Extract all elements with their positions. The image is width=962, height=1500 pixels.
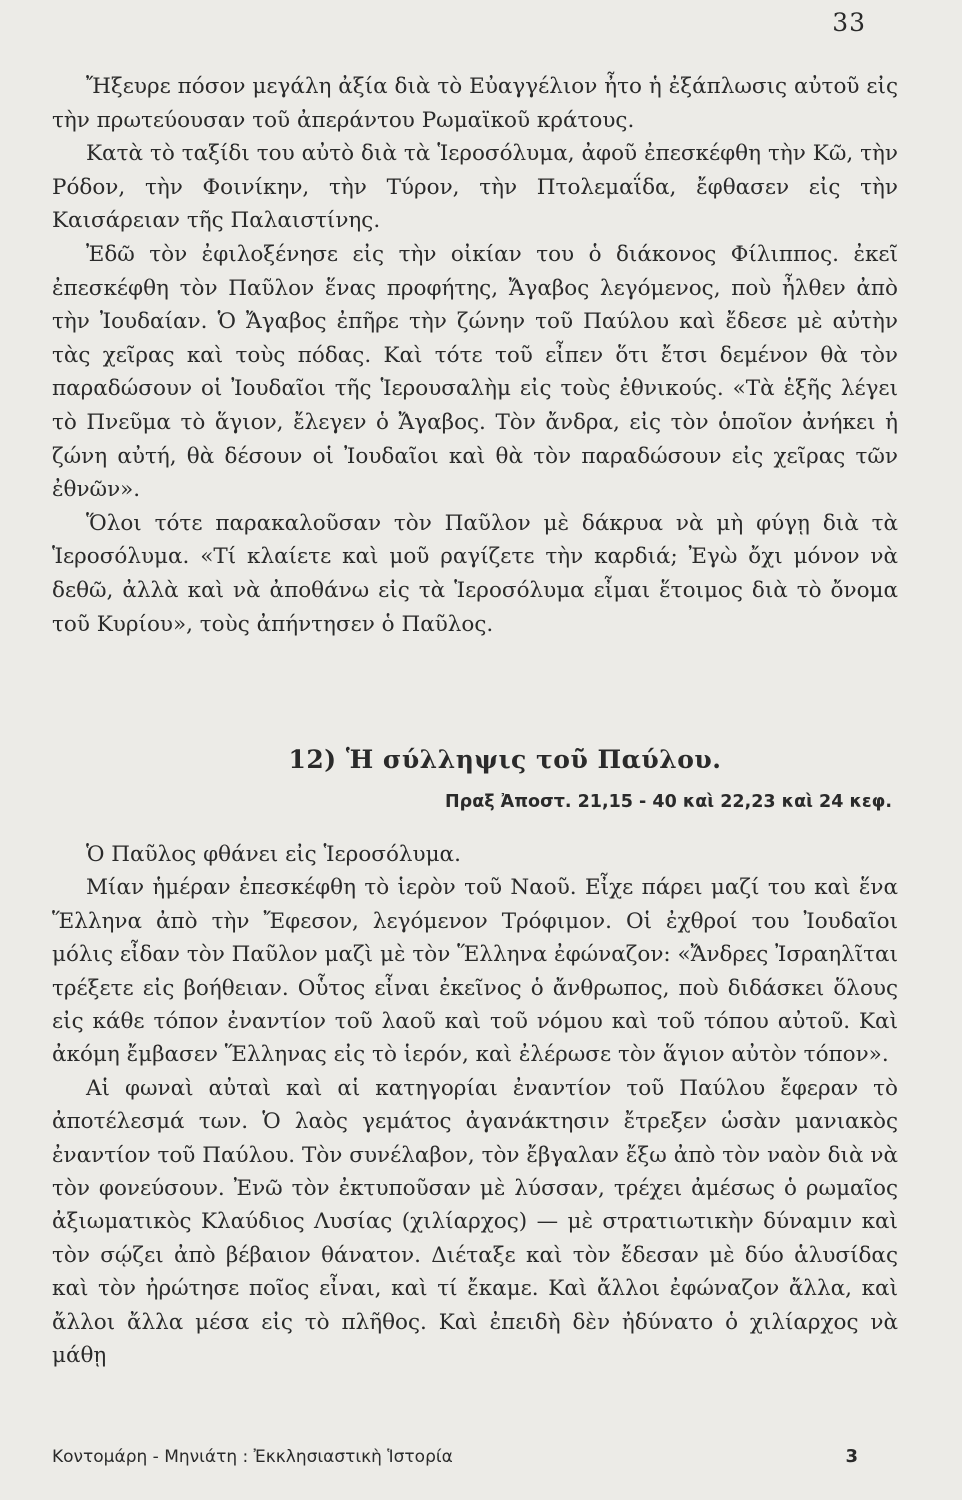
scripture-reference: Πραξ Ἀποστ. 21,15 - 40 καὶ 22,23 καὶ 24 κεφ. <box>445 792 892 812</box>
paragraph: Ἐδῶ τὸν ἐφιλοξένησε εἰς τὴν οἰκίαν του ὁ διάκονος Φίλιππος. ἐκεῖ ἐπεσκέφθη τὸν Παῦλον ἕνας προφήτης, Ἄγαβος λεγόμενος, ποὺ ἦλθεν ἀπὸ τὴν Ἰουδαίαν. Ὁ Ἄγαβος ἐπῆρε τὴν ζώνην τοῦ Παύλου καὶ ἔδεσε μὲ αὐτὴν τὰς χεῖρας καὶ τοὺς πόδας. Καὶ τότε τοῦ εἶπεν ὅτι ἔτσι δεμένον θὰ τὸν παραδώσουν οἱ Ἰουδαῖοι τῆς Ἱερουσαλὴμ εἰς τοὺς ἐθνικούς. «Τὰ ἑξῆς λέγει τὸ Πνεῦμα τὸ ἅγιον, ἔλεγεν ὁ Ἄγαβος. Τὸν ἄνδρα, εἰς τὸν ὁποῖον ἀνήκει ἡ ζώνη αὐτή, θὰ δέσουν οἱ Ἰουδαῖοι καὶ θὰ τὸν παραδώσουν εἰς χεῖρας τῶν ἐθνῶν». <box>52 241 898 503</box>
paragraph: Μίαν ἡμέραν ἐπεσκέφθη τὸ ἱερὸν τοῦ Ναοῦ. Εἶχε πάρει μαζί του καὶ ἕνα Ἕλληνα ἀπὸ τὴν Ἔφεσον, λεγόμενον Τρόφιμον. Οἱ ἐχθροί του Ἰουδαῖοι μόλις εἶδαν τὸν Παῦλον μαζὶ μὲ τὸν Ἕλληνα ἐφώναζον: «Ἄνδρες Ἰσραηλῖται τρέξετε εἰς βοήθειαν. Οὗτος εἶναι ἐκεῖνος ὁ ἄνθρωπος, ποὺ διδάσκει ὅλους εἰς κάθε τόπον ἐναντίον τοῦ λαοῦ καὶ τοῦ νόμου καὶ τοῦ τόπου αὐτοῦ. Καὶ ἀκόμη ἔμβασεν Ἕλληνας εἰς τὸ ἱερόν, καὶ ἐλέρωσε τὸν ἅγιον αὐτὸν τόπον». <box>52 875 898 1068</box>
body-text-section-1 <box>52 70 898 641</box>
section-heading: 12) Ἡ σύλληψις τοῦ Παύλου. <box>288 745 722 774</box>
paragraph: Κατὰ τὸ ταξίδι του αὐτὸ διὰ τὰ Ἱεροσόλυμα, ἀφοῦ ἐπεσκέφθη τὴν Κῶ, τὴν Ρόδον, τὴν Φοινίκην, τὴν Τύρον, τὴν Πτολεμαΐδα, ἔφθασεν εἰς τὴν Καισάρειαν τῆς Παλαιστίνης. <box>52 141 898 234</box>
page-footer <box>52 1446 898 1467</box>
signature-mark: 3 <box>845 1446 858 1467</box>
paragraph: Ἤξευρε πόσον μεγάλη ἀξία διὰ τὸ Εὐαγγέλιον ἦτο ἡ ἐξάπλωσις αὐτοῦ εἰς τὴν πρωτεύουσαν τοῦ ἀπεράντου Ρωμαϊκοῦ κράτους. <box>52 74 898 133</box>
footer-book-title: Κοντομάρη - Μηνιάτη : Ἐκκλησιαστικὴ Ἱστορία <box>52 1447 453 1467</box>
paragraph: Ὁ Παῦλος φθάνει εἰς Ἱεροσόλυμα. <box>86 842 461 867</box>
body-text-section-2 <box>52 838 898 1373</box>
paragraph: Ὅλοι τότε παρακαλοῦσαν τὸν Παῦλον μὲ δάκρυα νὰ μὴ φύγῃ διὰ τὰ Ἱεροσόλυμα. «Τί κλαίετε καὶ μοῦ ραγίζετε τὴν καρδιά; Ἐγὼ ὄχι μόνον νὰ δεθῶ, ἀλλὰ καὶ νὰ ἀποθάνω εἰς τὰ Ἱεροσόλυμα εἶμαι ἕτοιμος διὰ τὸ ὄνομα τοῦ Κυρίου», τοὺς ἀπήντησεν ὁ Παῦλος. <box>52 510 898 637</box>
paragraph: Αἱ φωναὶ αὐταὶ καὶ αἱ κατηγορίαι ἐναντίον τοῦ Παύλου ἔφεραν τὸ ἀποτέλεσμά των. Ὁ λαὸς γεμάτος ἀγανάκτησιν ἔτρεξεν ὡσὰν μανιακὸς ἐναντίον τοῦ Παύλου. Τὸν συνέλαβον, τὸν ἔβγαλαν ἔξω ἀπὸ τὸν ναὸν διὰ νὰ τὸν φονεύσουν. Ἐνῶ τὸν ἐκτυποῦσαν μὲ λύσσαν, τρέχει ἀμέσως ὁ ρωμαῖος ἀξιωματικὸς Κλαύδιος Λυσίας (χιλίαρχος) — μὲ στρατιωτικὴν δύναμιν καὶ τὸν σῴζει ἀπὸ βέβαιον θάνατον. Διέταξε καὶ τὸν ἔδεσαν μὲ δύο ἁλυσίδας καὶ τὸν ἠρώτησε ποῖος εἶναι, καὶ τί ἔκαμε. Καὶ ἄλλοι ἐφώναζον ἄλλα, καὶ ἄλλοι ἄλλα μέσα εἰς τὸ πλῆθος. Καὶ ἐπειδὴ δὲν ἠδύνατο ὁ χιλίαρχος νὰ μάθῃ <box>52 1075 898 1369</box>
page-number: 33 <box>832 8 866 37</box>
